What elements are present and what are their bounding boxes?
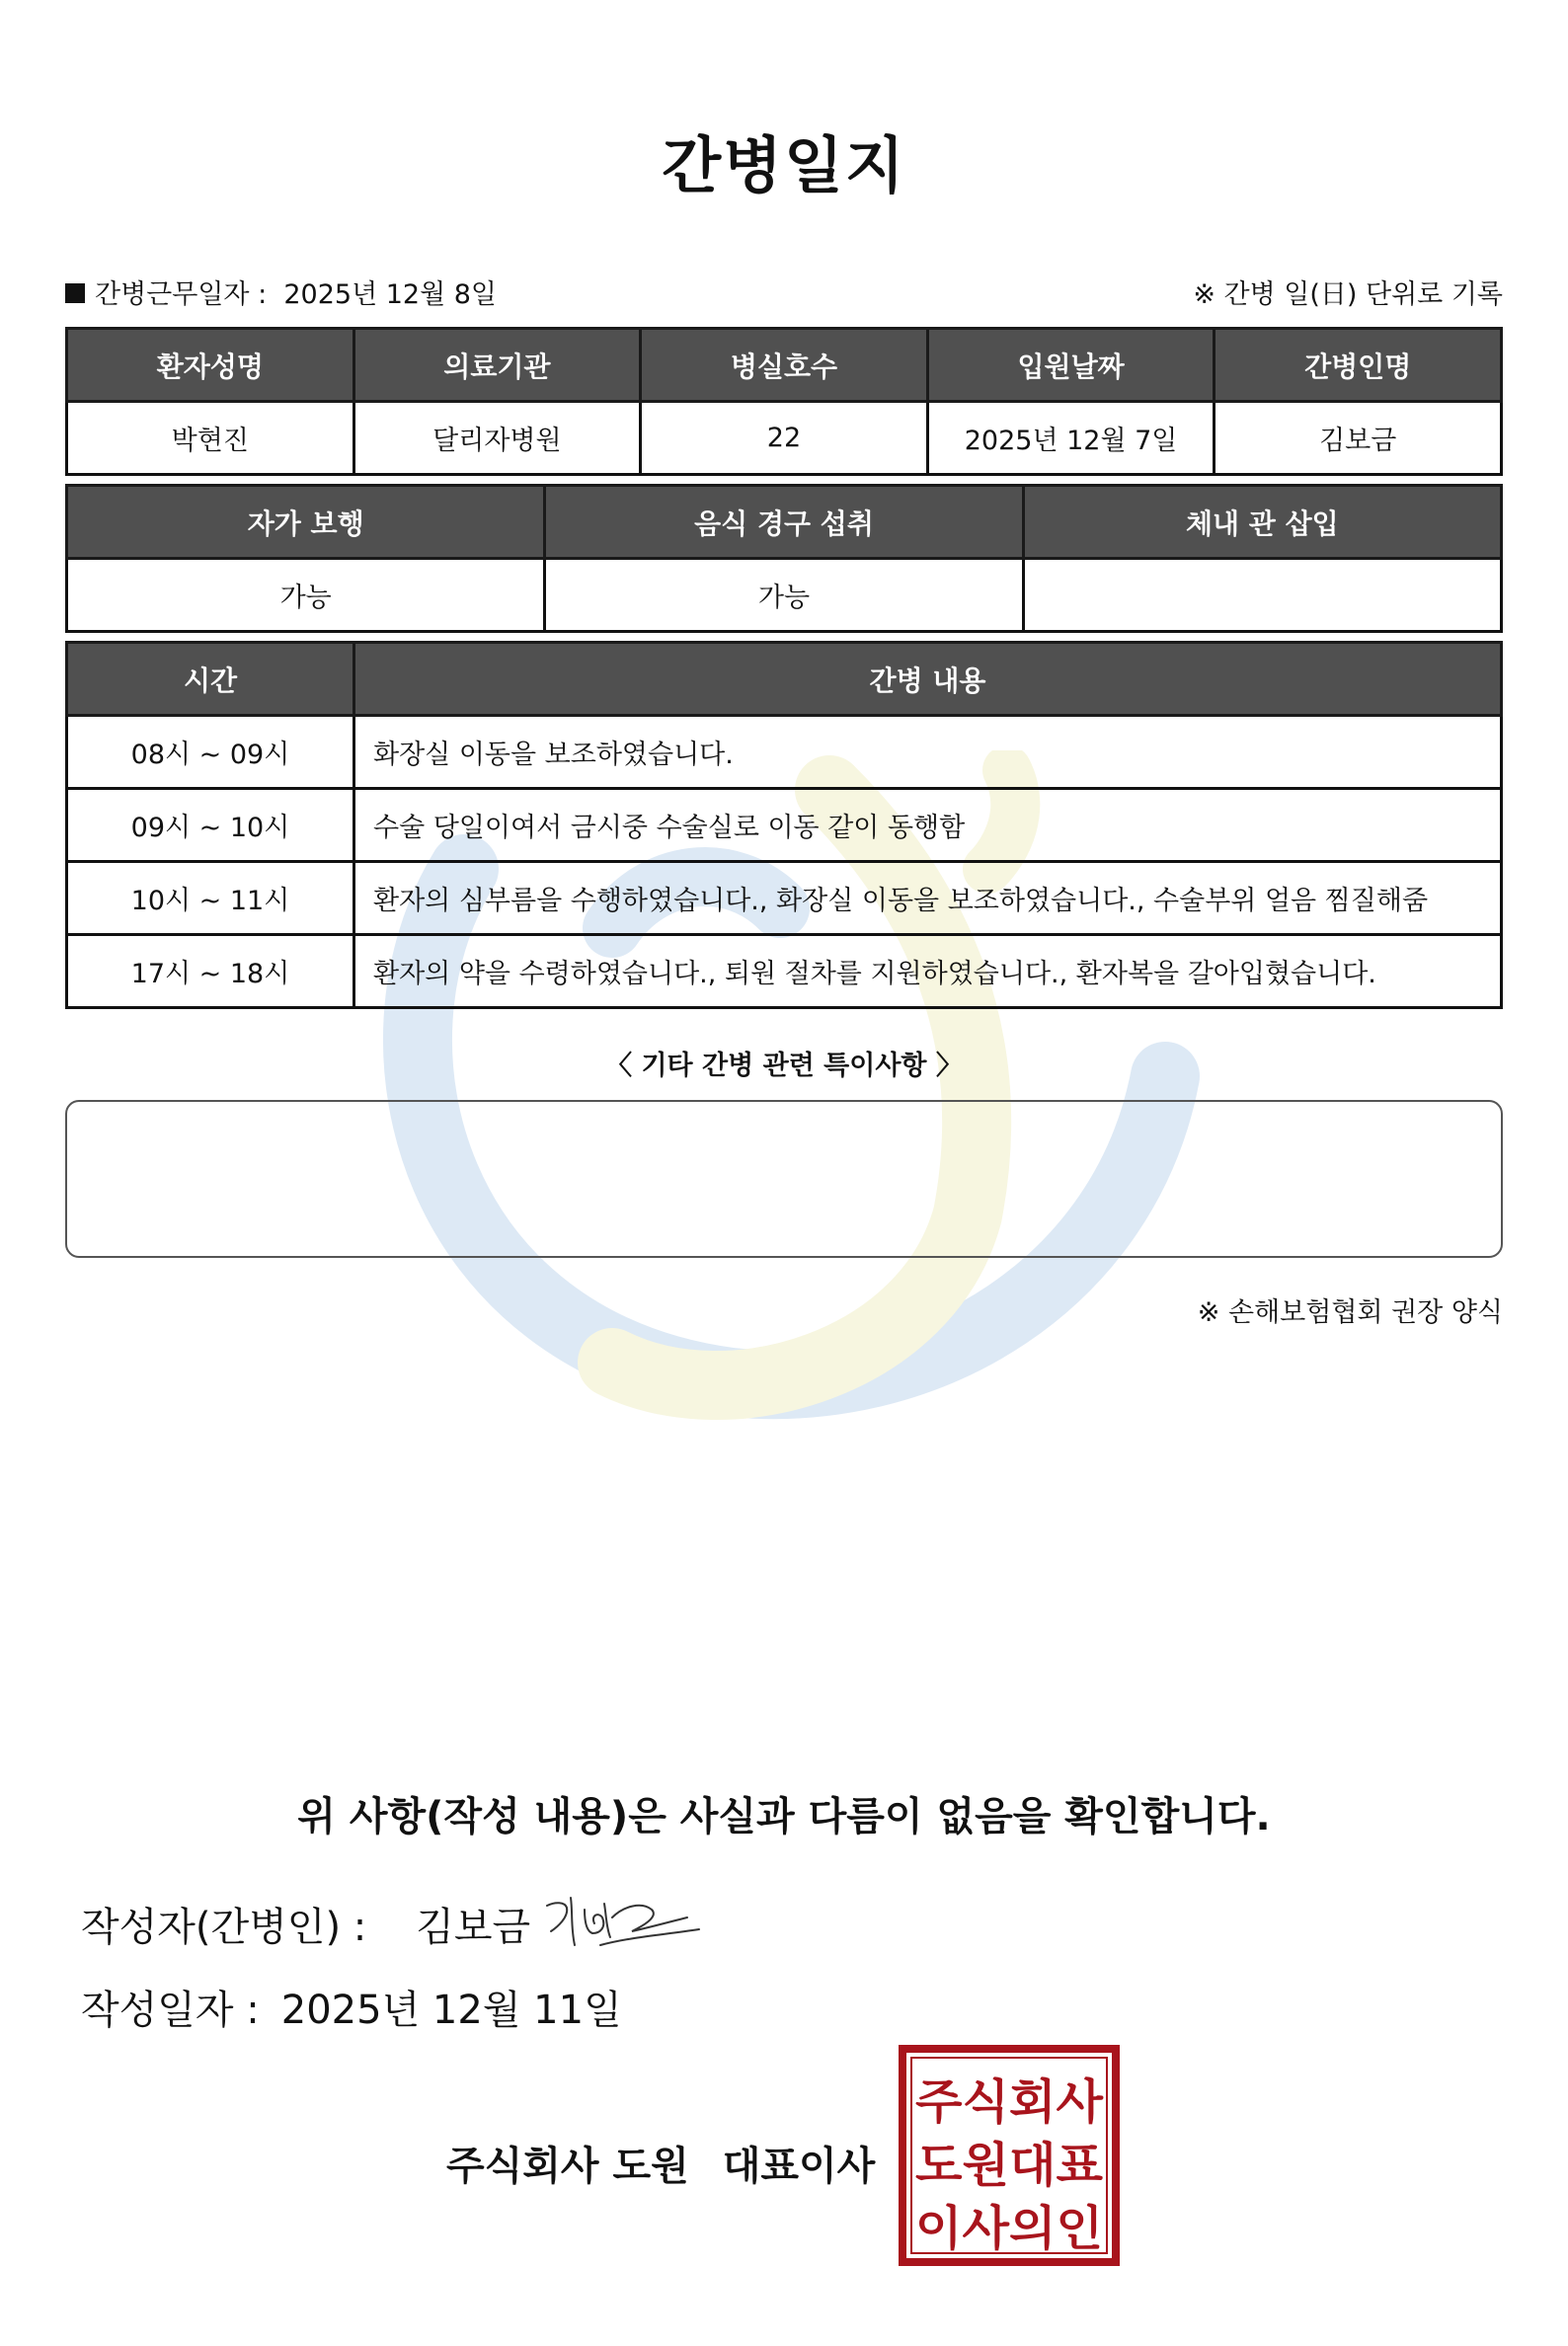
recommend-note: ※ 손해보험협회 권장 양식 xyxy=(1197,1297,1503,1328)
meta-row xyxy=(65,273,1503,312)
table-row xyxy=(67,935,1502,1008)
work-date-value: 2025년 12월 8일 xyxy=(283,279,498,310)
log-content: 환자의 심부름을 수행하였습니다., 화장실 이동을 보조하였습니다., 수술부위 얼음 찜질해줌 xyxy=(354,862,1502,935)
care-log-table xyxy=(65,641,1503,1009)
notes-title: 〈 기타 간병 관련 특이사항 〉 xyxy=(605,1051,963,1081)
seal-text-line: 도원대표 xyxy=(915,2138,1104,2193)
confirmation-statement: 위 사항(작성 내용)은 사실과 다름이 없음을 확인합니다. xyxy=(297,1794,1271,1839)
notes-box xyxy=(65,1100,1503,1258)
tube-insertion-status xyxy=(1023,559,1501,632)
table-row xyxy=(67,716,1502,789)
patient-header-row xyxy=(67,329,1502,402)
status-value-row xyxy=(67,559,1502,632)
company-seal xyxy=(899,2045,1120,2266)
header-admission-date: 입원날짜 xyxy=(927,329,1215,402)
write-date-label: 작성일자 : xyxy=(81,1988,260,2033)
write-date-line xyxy=(81,1979,622,2035)
write-date: 2025년 12월 11일 xyxy=(280,1988,622,2033)
header-time: 시간 xyxy=(67,643,354,716)
room-number: 22 xyxy=(641,402,928,475)
log-content: 화장실 이동을 보조하였습니다. xyxy=(354,716,1502,789)
header-oral-intake: 음식 경구 섭취 xyxy=(545,486,1023,559)
hospital-name: 달리자병원 xyxy=(353,402,641,475)
company-line xyxy=(446,2135,875,2191)
document-title: 간병일지 xyxy=(662,129,906,201)
handwritten-signature xyxy=(541,1888,709,1957)
header-patient-name: 환자성명 xyxy=(67,329,354,402)
header-caregiver: 간병인명 xyxy=(1215,329,1502,402)
seal-text-line: 이사의인 xyxy=(915,2201,1103,2256)
company-role: 대표이사 xyxy=(722,2144,876,2189)
oral-intake-status: 가능 xyxy=(545,559,1023,632)
header-tube-insertion: 체내 관 삽입 xyxy=(1023,486,1501,559)
header-room: 병실호수 xyxy=(641,329,928,402)
table-row xyxy=(67,789,1502,862)
table-row xyxy=(67,862,1502,935)
caregiver-name: 김보금 xyxy=(1215,402,1502,475)
log-time: 09시 ~ 10시 xyxy=(67,789,354,862)
unit-note: ※ 간병 일(日) 단위로 기록 xyxy=(1193,279,1503,310)
square-bullet-icon xyxy=(65,283,85,303)
status-table xyxy=(65,484,1503,633)
header-care-content: 간병 내용 xyxy=(354,643,1502,716)
patient-name: 박현진 xyxy=(67,402,354,475)
care-log-header-row xyxy=(67,643,1502,716)
writer-line xyxy=(81,1896,530,1952)
log-time: 17시 ~ 18시 xyxy=(67,935,354,1008)
header-walking: 자가 보행 xyxy=(67,486,545,559)
walking-status: 가능 xyxy=(67,559,545,632)
header-hospital: 의료기관 xyxy=(353,329,641,402)
status-header-row xyxy=(67,486,1502,559)
log-content: 수술 당일이여서 금시중 수술실로 이동 같이 동행함 xyxy=(354,789,1502,862)
patient-table xyxy=(65,327,1503,476)
patient-value-row xyxy=(67,402,1502,475)
log-time: 08시 ~ 09시 xyxy=(67,716,354,789)
work-date-label: 간병근무일자 xyxy=(95,279,250,310)
company-name: 주식회사 도원 xyxy=(446,2144,689,2189)
admission-date: 2025년 12월 7일 xyxy=(927,402,1215,475)
work-date-separator: : xyxy=(249,279,284,310)
log-time: 10시 ~ 11시 xyxy=(67,862,354,935)
work-date xyxy=(65,273,497,311)
writer-label: 작성자(간병인) : xyxy=(81,1905,367,1950)
log-content: 환자의 약을 수령하였습니다., 퇴원 절차를 지원하였습니다., 환자복을 갈아입혔습니다. xyxy=(354,935,1502,1008)
writer-name: 김보금 xyxy=(416,1905,531,1950)
seal-text-line: 주식회사 xyxy=(915,2074,1104,2130)
